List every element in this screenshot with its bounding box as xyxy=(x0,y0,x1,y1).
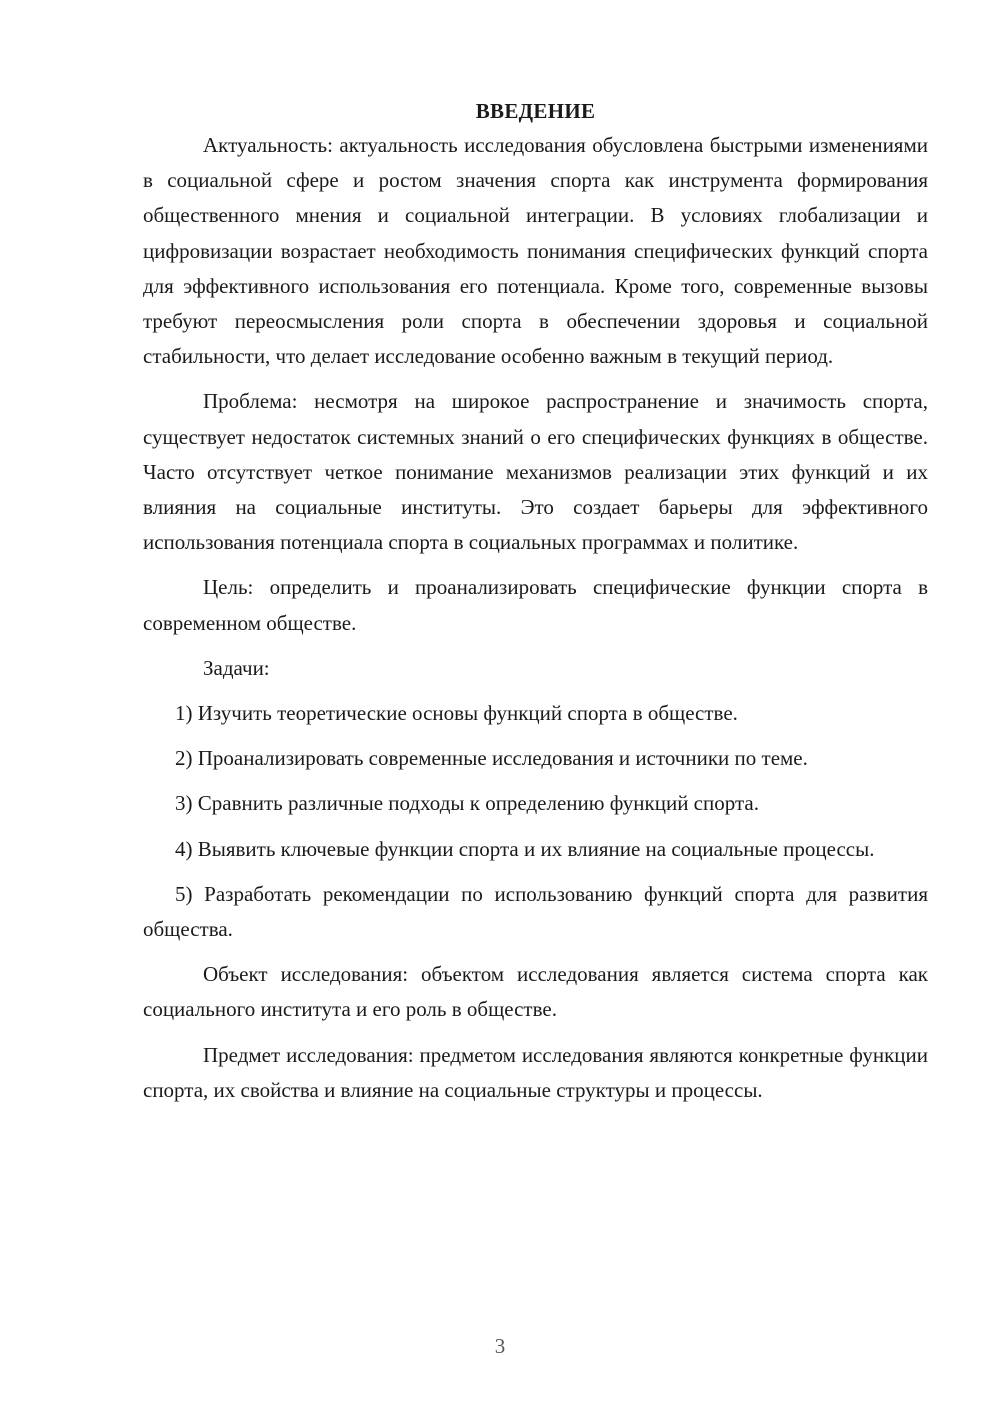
object-paragraph: Объект исследования: объектом исследования является система спорта как социального института и его роль в обществе. xyxy=(143,962,928,1022)
relevance-paragraph: Актуальность: актуальность исследования обусловлена быстрыми изменениями в социальной сфере и ростом значения спорта как инструмента формирования общественного мнения и социальной интеграции. В условиях глобализации и цифровизации возрастает необходимость понимания специфических функций спорта для эффективного использования его потенциала. Кроме того, современные вызовы требуют переосмысления роли спорта в обеспечении здоровья и социальной стабильности, что делает исследование особенно важным в текущий период. xyxy=(143,133,928,369)
page-content xyxy=(143,96,928,1118)
task-item-2: 2) Проанализировать современные исследования и источники по теме. xyxy=(175,746,808,771)
task-item-1: 1) Изучить теоретические основы функций спорта в обществе. xyxy=(175,701,738,726)
problem-paragraph: Проблема: несмотря на широкое распространение и значимость спорта, существует недостаток системных знаний о его специфических функциях в обществе. Часто отсутствует четкое понимание механизмов реализации этих функций и их влияния на социальные институты. Это создает барьеры для эффективного использования потенциала спорта в социальных программах и политике. xyxy=(143,389,928,555)
task-item-5: 5) Разработать рекомендации по использованию функций спорта для развития общества. xyxy=(143,881,928,942)
page-title: ВВЕДЕНИЕ xyxy=(475,99,596,123)
task-item-4: 4) Выявить ключевые функции спорта и их влияние на социальные процессы. xyxy=(175,836,875,861)
task-item-3: 3) Сравнить различные подходы к определению функций спорта. xyxy=(175,791,759,816)
subject-paragraph: Предмет исследования: предметом исследования являются конкретные функции спорта, их свойства и влияние на социальные структуры и процессы. xyxy=(143,1042,928,1102)
goal-paragraph: Цель: определить и проанализировать специфические функции спорта в современном обществе. xyxy=(143,575,928,635)
tasks-heading: Задачи: xyxy=(203,655,270,680)
page-number: 3 xyxy=(494,1334,506,1358)
